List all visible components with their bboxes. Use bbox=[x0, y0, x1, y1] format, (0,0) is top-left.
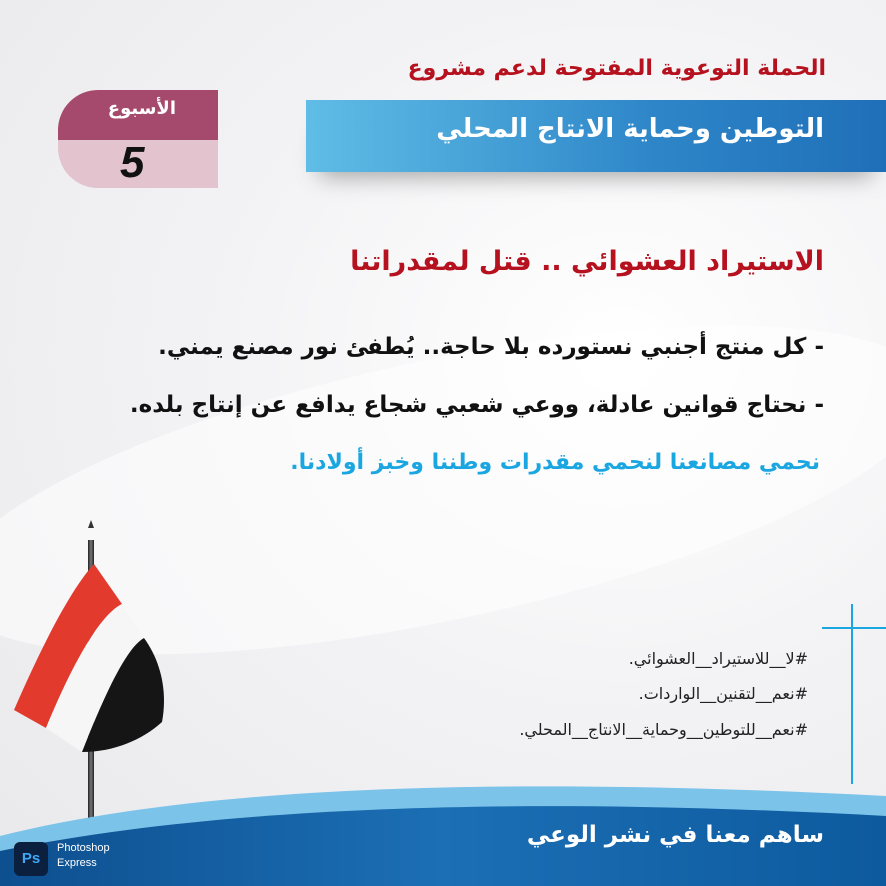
footer-text: ساهم معنا في نشر الوعي bbox=[526, 822, 824, 848]
decor-horizontal-line bbox=[822, 627, 886, 629]
campaign-banner bbox=[306, 100, 886, 172]
photoshop-logo-icon: Ps bbox=[14, 842, 48, 876]
hashtag-1: #لا__للاستيراد__العشوائي. bbox=[628, 649, 808, 668]
week-number: 5 bbox=[120, 138, 145, 187]
week-label: الأسبوع bbox=[107, 98, 176, 119]
headline: الاستيراد العشوائي .. قتل لمقدراتنا bbox=[350, 246, 824, 277]
watermark-line-1: Photoshop bbox=[57, 842, 110, 854]
week-number-box bbox=[58, 140, 218, 188]
hashtag-3: #نعم__للتوطين__وحماية__الانتاج__المحلي. bbox=[519, 720, 808, 739]
campaign-subtitle: التوطين وحماية الانتاج المحلي bbox=[436, 114, 824, 144]
hashtag-2: #نعم__لتقنين__الواردات. bbox=[638, 684, 808, 703]
watermark-line-2: Express bbox=[57, 857, 97, 869]
decor-vertical-line bbox=[851, 604, 853, 784]
photoshop-watermark bbox=[57, 841, 110, 871]
campaign-title: الحملة التوعوية المفتوحة لدعم مشروع bbox=[407, 56, 826, 81]
point-2: - نحتاج قوانين عادلة، ووعي شعبي شجاع يدافع عن إنتاج بلده. bbox=[129, 392, 824, 418]
week-label-box bbox=[58, 90, 218, 140]
point-1: - كل منتج أجنبي نستورده بلا حاجة.. يُطفئ نور مصنع يمني. bbox=[158, 334, 824, 360]
slogan: نحمي مصانعنا لنحمي مقدرات وطننا وخبز أولادنا. bbox=[290, 450, 820, 475]
